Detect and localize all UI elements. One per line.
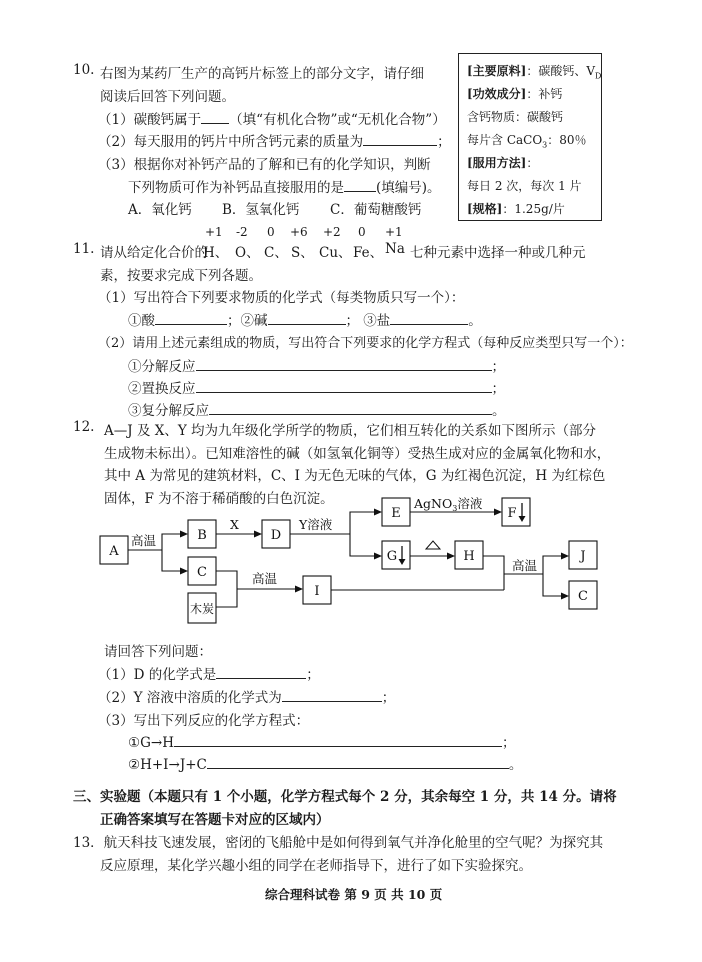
- q10-option-c: C．葡萄糖酸钙: [330, 202, 422, 218]
- node-i-label: I: [314, 584, 320, 599]
- edge-to-c2: [543, 574, 568, 596]
- q12-eq1-end: ；: [501, 735, 516, 751]
- label-key: [规格]: [467, 202, 503, 216]
- q12-eq2-blank[interactable]: [207, 756, 509, 769]
- valence-c: 0: [267, 225, 275, 239]
- q11-element-na: Na: [385, 241, 405, 257]
- q12-sub1: [98, 663, 320, 683]
- label-value: ：碳酸钙、V: [526, 64, 596, 78]
- q10-sub1-prefix: （1）碳酸钙属于: [98, 112, 202, 128]
- edge-label-x: X: [230, 517, 239, 532]
- node-b-label: B: [197, 528, 207, 543]
- edge-label-high-temp-hi: 高温: [512, 558, 538, 573]
- edge-a-to-c: [162, 550, 187, 571]
- label-text: ：: [526, 156, 539, 170]
- q12-eq2: [128, 753, 522, 773]
- q12-sub1-suffix: ；: [306, 667, 320, 683]
- q11-base-label: ；②碱: [227, 313, 268, 329]
- down-arrow-icon: [399, 559, 406, 565]
- down-arrow-icon: [519, 516, 526, 522]
- edge-to-j: [543, 556, 568, 574]
- section3-heading-line2: 正确答案填写在答题卡对应的区域内）: [100, 812, 330, 828]
- q10-sub3-suffix: (填编号)。: [376, 180, 441, 196]
- q10-number: 10.: [73, 62, 95, 78]
- q12-eq2-label: ②H+I→J+C: [128, 757, 207, 773]
- q11-element-fe: Fe、: [353, 245, 384, 261]
- edge-label-y-solution: Y溶液: [299, 517, 333, 532]
- q10-sub2-prefix: （2）每天服用的钙片中所含钙元素的质量为: [98, 134, 364, 150]
- valence-h: +1: [205, 225, 223, 239]
- agno3-text: AgNO: [414, 496, 453, 511]
- q12-sub1-answer-blank[interactable]: [216, 666, 306, 679]
- q11-double-decomposition-label: ③复分解反应: [128, 403, 209, 419]
- label-text: 每片含 CaCO: [467, 133, 543, 147]
- valence-o: -2: [236, 225, 248, 239]
- agno3-subscript: 3: [452, 504, 458, 513]
- heat-triangle-icon: [426, 541, 440, 549]
- page-footer: 综合理科试卷 第 9 页 共 10 页: [265, 887, 443, 902]
- q11-stem-line2: 素，按要求完成下列各题。: [100, 268, 262, 284]
- agno3-suffix: 溶液: [457, 496, 483, 511]
- q11-semicolon: ；: [491, 381, 505, 397]
- valence-fe: 0: [358, 225, 366, 239]
- node-c2-label: C: [578, 589, 588, 604]
- node-e-label: E: [391, 506, 401, 521]
- node-h-label: H: [463, 549, 475, 564]
- q10-stem-line2: 阅读后回答下列问题。: [100, 89, 235, 105]
- q10-stem-line1: 右图为某药厂生产的高钙片标签上的部分文字，请仔细: [100, 66, 424, 82]
- q10-option-b: B．氢氧化钙: [222, 202, 300, 218]
- q10-sub2-suffix: ；: [437, 134, 451, 150]
- label-value: ：补钙: [526, 87, 563, 101]
- q11-element-c: C、: [264, 245, 288, 261]
- q10-sub3-prefix: 下列物质可作为补钙品直接服用的是: [128, 180, 344, 196]
- label-key: [主要原料]: [467, 64, 527, 78]
- q10-sub1-suffix: （填“有机化合物”或“无机化合物”）: [229, 112, 446, 128]
- q12-eq1: [128, 731, 515, 751]
- q12-stem-line2: 生成物未标出）。已知难溶性的碱（如氢氧化铜等）受热生成对应的金属氧化物和水，: [104, 446, 611, 462]
- q13-line1: 13．航天科技飞速发展，密闭的飞船舱中是如何得到氧气并净化舱里的空气呢？为探究其: [73, 835, 604, 851]
- q11-number: 11.: [73, 241, 95, 257]
- q12-sub3: （3）写出下列反应的化学方程式：: [98, 713, 310, 729]
- q11-salt-label: ； ③盐: [345, 313, 391, 329]
- valence-na: +1: [385, 225, 403, 239]
- label-subscript: D: [595, 71, 602, 81]
- q10-sub3-line1: （3）根据你对补钙产品的了解和已有的化学知识，判断: [98, 157, 431, 173]
- edge-label-agno3: [413, 496, 483, 513]
- q12-eq1-label: ①G→H: [128, 735, 174, 751]
- q12-sub2-prefix: （2）Y 溶液中溶质的化学式为: [98, 690, 282, 706]
- q12-eq1-blank[interactable]: [174, 734, 502, 747]
- q12-stem-line4: 固体，F 为不溶于稀硝酸的白色沉淀。: [104, 491, 334, 507]
- label-key: [服用方法]: [467, 156, 527, 170]
- label-subscript: 3: [542, 140, 548, 150]
- q12-sub2-suffix: ；: [381, 690, 396, 706]
- q11-element-o: O、: [235, 245, 260, 261]
- label-usage: 每日 2 次，每次 1 片: [467, 179, 582, 193]
- q11-element-cu: Cu、: [319, 245, 352, 261]
- q11-element-h: H、: [203, 245, 229, 261]
- q12-eq2-end: 。: [508, 757, 523, 773]
- q10-option-a: A．氧化钙: [128, 202, 192, 218]
- q12-prompt: 请回答下列问题：: [104, 644, 212, 660]
- node-f-label: F: [507, 506, 517, 521]
- edge-d-to-g: [350, 534, 381, 556]
- edge-label-high-temp-a: 高温: [131, 533, 157, 548]
- edge-c-join: [216, 571, 237, 607]
- node-a-label: A: [109, 544, 119, 559]
- edge-h-join: [483, 556, 504, 590]
- q11-sub2: （2）请用上述元素组成的物质，写出符合下列要求的化学方程式（每种反应类型只写一个）：: [98, 336, 633, 351]
- q11-semicolon: ；: [491, 359, 505, 375]
- section3-heading-line1: 三、实验题（本题只有 1 个小题，化学方程式每个 2 分，其余每空 1 分，共 14 分。请将: [73, 789, 617, 805]
- q12-sub1-prefix: （1）D 的化学式是: [98, 667, 217, 683]
- valence-s: +6: [290, 225, 308, 239]
- node-c1-label: C: [197, 565, 207, 580]
- edge-a-to-b: [162, 534, 187, 550]
- q11-displacement-label: ②置换反应: [128, 381, 196, 397]
- label-value: ：1.25g/片: [502, 202, 565, 216]
- node-d-label: D: [270, 528, 282, 543]
- edge-label-high-temp-ci: 高温: [252, 571, 278, 586]
- q12-number: 12.: [73, 419, 95, 435]
- label-calcium-substance: 含钙物质：碳酸钙: [467, 110, 564, 124]
- q12-sub2-answer-blank[interactable]: [282, 689, 382, 702]
- q11-sub1: （1）写出符合下列要求物质的化学式（每类物质只写一个）：: [98, 290, 465, 306]
- q11-stem-prefix: 请从给定化合价的: [100, 245, 208, 261]
- q11-decomposition-label: ①分解反应: [128, 359, 196, 375]
- label-key: [功效成分]: [467, 87, 527, 101]
- q13-line2: 反应原理，某化学兴趣小组的同学在老师指导下，进行了如下实验探究。: [100, 858, 532, 874]
- valence-cu: +2: [323, 225, 341, 239]
- q12-sub2: [98, 686, 395, 706]
- q12-stem-line1: A—J 及 X、Y 均为九年级化学所学的物质，它们相互转化的关系如下图所示（部分: [104, 423, 597, 439]
- node-charcoal-label: 木炭: [189, 602, 215, 616]
- q11-element-s: S、: [291, 245, 314, 261]
- q11-stem-suffix: 七种元素中选择一种或几种元: [410, 245, 586, 261]
- q11-acid-label: ①酸: [128, 313, 155, 329]
- q12-stem-line3: 其中 A 为常见的建筑材料，C、I 为无色无味的气体，G 为红褐色沉淀，H 为红棕色: [104, 468, 606, 484]
- label-text: ：80％: [547, 133, 587, 147]
- node-j-label: J: [580, 549, 586, 564]
- q11-period: 。: [468, 313, 482, 329]
- node-g-label: G: [386, 549, 398, 564]
- q11-period: 。: [492, 403, 506, 419]
- edge-d-to-e: [350, 512, 381, 534]
